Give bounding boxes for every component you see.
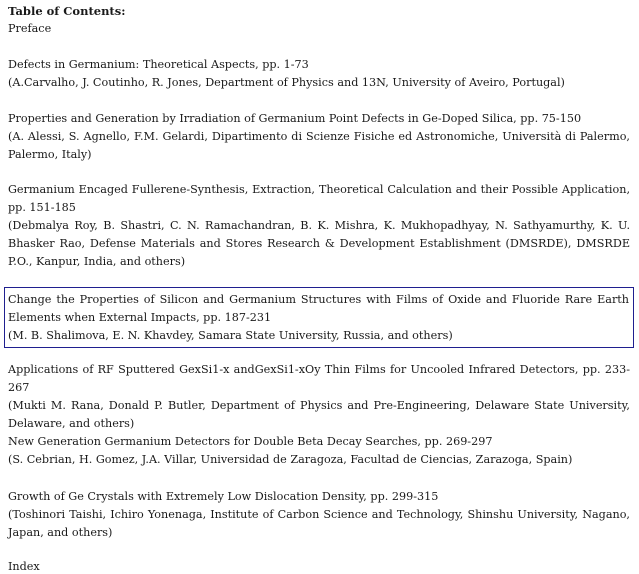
entry-title[interactable]: Applications of RF Sputtered GexSi1-x andGexSi1-xOy Thin Films for Uncooled Infrared Detectors, pp. 233-267 <box>8 363 630 394</box>
entry-authors: (Mukti M. Rana, Donald P. Butler, Department of Physics and Pre-Engineering, Delaware State University, Delaware, and others) <box>8 399 630 430</box>
toc-entry-2 <box>8 110 630 164</box>
entry-title[interactable]: New Generation Germanium Detectors for Double Beta Decay Searches, pp. 269-297 <box>8 435 493 448</box>
entry-authors: (S. Cebrian, H. Gomez, J.A. Villar, Universidad de Zaragoza, Facultad de Ciencias, Zarazoga, Spain) <box>8 453 573 466</box>
toc-entry-1 <box>8 56 630 92</box>
toc-entry-3 <box>8 181 630 271</box>
toc-entry-4 <box>8 291 629 345</box>
entry-title[interactable]: Growth of Ge Crystals with Extremely Low Dislocation Density, pp. 299-315 <box>8 490 439 503</box>
entry-title[interactable]: Defects in Germanium: Theoretical Aspects, pp. 1-73 <box>8 58 309 71</box>
toc-entry-5 <box>8 361 630 433</box>
highlighted-entry-box <box>4 287 634 348</box>
entry-authors: (Toshinori Taishi, Ichiro Yonenaga, Institute of Carbon Science and Technology, Shinshu University, Nagano, Japan, and others) <box>8 508 630 539</box>
entry-authors: (Debmalya Roy, B. Shastri, C. N. Ramachandran, B. K. Mishra, K. Mukhopadhyay, N. Sathyamurthy, K. U. Bhasker Rao, Defense Materials and Stores Research & Development Establishment (DMSRDE), DMSRDE P.O., Kanpur, India, and others) <box>8 219 630 268</box>
entry-title[interactable]: Germanium Encaged Fullerene-Synthesis, Extraction, Theoretical Calculation and their Possible Application, pp. 151-185 <box>8 183 630 214</box>
preface-link[interactable]: Preface <box>8 22 52 35</box>
toc-entry-7 <box>8 488 630 542</box>
entry-authors: (A.Carvalho, J. Coutinho, R. Jones, Department of Physics and 13N, University of Aveiro, Portugal) <box>8 76 565 89</box>
index-link[interactable]: Index <box>8 560 40 573</box>
entry-title[interactable]: Change the Properties of Silicon and Germanium Structures with Films of Oxide and Fluoride Rare Earth Elements when External Impacts, pp. 187-231 <box>8 293 629 324</box>
entry-authors: (M. B. Shalimova, E. N. Khavdey, Samara State University, Russia, and others) <box>8 329 453 342</box>
toc-heading: Table of Contents: <box>8 4 126 18</box>
entry-authors: (A. Alessi, S. Agnello, F.M. Gelardi, Dipartimento di Scienze Fisiche ed Astronomiche, Università di Palermo, Palermo, Italy) <box>8 130 630 161</box>
entry-title[interactable]: Properties and Generation by Irradiation of Germanium Point Defects in Ge-Doped Silica, pp. 75-150 <box>8 112 582 125</box>
toc-entry-6 <box>8 433 630 469</box>
